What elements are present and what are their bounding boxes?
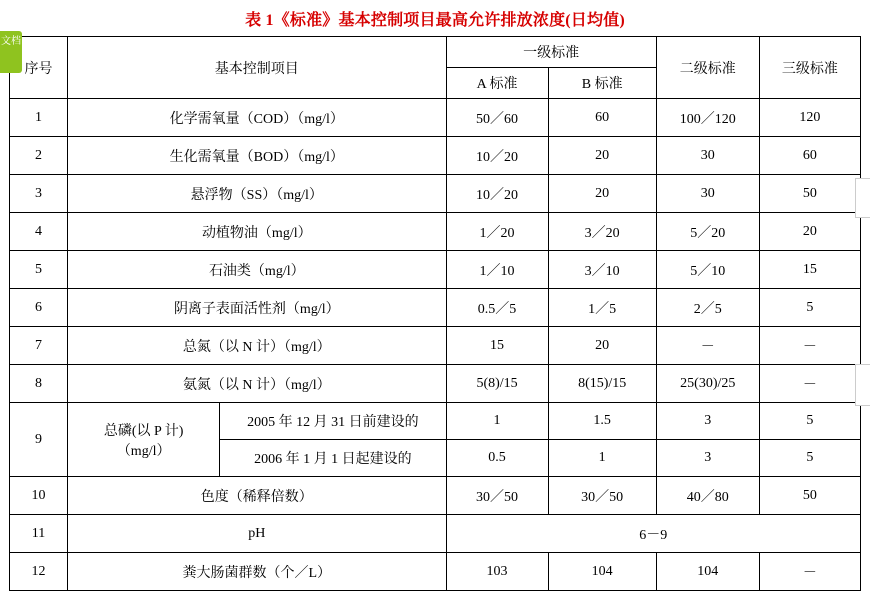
- cell-level3: －: [759, 365, 860, 403]
- cell-no: 10: [10, 477, 68, 515]
- cell-level2: 5／20: [656, 213, 759, 251]
- cell-level3: 60: [759, 137, 860, 175]
- page-title: 表 1《标准》基本控制项目最高允许排放浓度(日均值): [245, 12, 625, 29]
- cell-level2: 5／10: [656, 251, 759, 289]
- cell-level1-b: 20: [548, 137, 656, 175]
- header-level1-b: B 标准: [548, 68, 656, 99]
- phosphorus-label-line2: （mg/l）: [116, 443, 171, 459]
- header-level3: 三级标准: [759, 37, 860, 99]
- cell-subitem: 2006 年 1 月 1 日起建设的: [220, 440, 446, 477]
- cell-level1-b: 3／20: [548, 213, 656, 251]
- cell-item: 石油类（mg/l）: [68, 251, 446, 289]
- cell-no: 8: [10, 365, 68, 403]
- cell-no: 9: [10, 403, 68, 477]
- cell-no: 4: [10, 213, 68, 251]
- cell-item: 生化需氧量（BOD）（mg/l）: [68, 137, 446, 175]
- cell-level1-b: 1／5: [548, 289, 656, 327]
- table-row: [10, 477, 861, 515]
- cell-level1-b: 20: [548, 175, 656, 213]
- header-level1: 一级标准: [446, 37, 656, 68]
- cell-level1-a: 10／20: [446, 137, 548, 175]
- table-row: [10, 515, 861, 553]
- cell-no: 1: [10, 99, 68, 137]
- cell-level1-a: 0.5: [446, 440, 548, 477]
- side-tab-label: 文档: [1, 36, 21, 47]
- header-item: 基本控制项目: [68, 37, 446, 99]
- cell-level2: 2／5: [656, 289, 759, 327]
- cell-level2: 40／80: [656, 477, 759, 515]
- cell-level2: －: [656, 327, 759, 365]
- cell-level1-a: 30／50: [446, 477, 548, 515]
- cell-level1-a: 1／20: [446, 213, 548, 251]
- cell-level3: 50: [759, 175, 860, 213]
- header-level2: 二级标准: [656, 37, 759, 99]
- side-tab-document[interactable]: [0, 31, 22, 73]
- cell-level3: 15: [759, 251, 860, 289]
- table-row: [10, 99, 861, 137]
- table-row: [10, 553, 861, 591]
- cell-level2: 30: [656, 175, 759, 213]
- table-row: [10, 175, 861, 213]
- cell-level3: 20: [759, 213, 860, 251]
- cell-no: 12: [10, 553, 68, 591]
- cell-item: 色度（稀释倍数）: [68, 477, 446, 515]
- cell-level1-b: 1: [548, 440, 656, 477]
- cell-level1-b: 8(15)/15: [548, 365, 656, 403]
- cell-item: 悬浮物（SS）（mg/l）: [68, 175, 446, 213]
- cell-level1-a: 103: [446, 553, 548, 591]
- cell-level2: 3: [656, 440, 759, 477]
- cell-span-value: 6－9: [446, 515, 861, 553]
- cell-level1-a: 15: [446, 327, 548, 365]
- cell-level1-a: 1／10: [446, 251, 548, 289]
- cell-level1-a: 50／60: [446, 99, 548, 137]
- cell-item: 动植物油（mg/l）: [68, 213, 446, 251]
- cell-item: 氨氮（以 N 计）（mg/l）: [68, 365, 446, 403]
- header-no: 序号: [10, 37, 68, 99]
- page-edge-notch-lower: [855, 364, 870, 406]
- cell-level1-a: 0.5／5: [446, 289, 548, 327]
- cell-level2: 25(30)/25: [656, 365, 759, 403]
- table-row: [10, 289, 861, 327]
- page-edge-notch-upper: [855, 178, 870, 218]
- cell-level3: 5: [759, 440, 860, 477]
- phosphorus-label-line1: 总磷(以 P 计): [103, 423, 184, 439]
- header-level1-a: A 标准: [446, 68, 548, 99]
- cell-level1-a: 5(8)/15: [446, 365, 548, 403]
- cell-level2: 100／120: [656, 99, 759, 137]
- cell-level2: 3: [656, 403, 759, 440]
- cell-item: 阴离子表面活性剂（mg/l）: [68, 289, 446, 327]
- cell-level1-a: 1: [446, 403, 548, 440]
- cell-level1-b: 1.5: [548, 403, 656, 440]
- cell-item-phosphorus: [68, 403, 220, 477]
- cell-no: 6: [10, 289, 68, 327]
- cell-level1-b: 20: [548, 327, 656, 365]
- cell-level2: 104: [656, 553, 759, 591]
- table-header-row-1: [10, 37, 861, 68]
- table-row: [10, 213, 861, 251]
- cell-level3: 5: [759, 403, 860, 440]
- cell-item: 总氮（以 N 计）（mg/l）: [68, 327, 446, 365]
- table-row: [10, 327, 861, 365]
- cell-item: 粪大肠菌群数（个／L）: [68, 553, 446, 591]
- table-row: [10, 365, 861, 403]
- cell-level3: 120: [759, 99, 860, 137]
- cell-level1-b: 3／10: [548, 251, 656, 289]
- cell-level1-a: 10／20: [446, 175, 548, 213]
- cell-item: 化学需氧量（COD）（mg/l）: [68, 99, 446, 137]
- cell-no: 11: [10, 515, 68, 553]
- cell-level1-b: 30／50: [548, 477, 656, 515]
- cell-level3: 50: [759, 477, 860, 515]
- cell-level1-b: 60: [548, 99, 656, 137]
- cell-no: 3: [10, 175, 68, 213]
- cell-level2: 30: [656, 137, 759, 175]
- cell-item: pH: [68, 515, 446, 553]
- cell-level1-b: 104: [548, 553, 656, 591]
- cell-no: 7: [10, 327, 68, 365]
- cell-no: 2: [10, 137, 68, 175]
- standards-table: [9, 36, 861, 591]
- cell-level3: 5: [759, 289, 860, 327]
- table-row: [10, 137, 861, 175]
- table-row-phosphorus-1: [10, 403, 861, 440]
- table-row: [10, 251, 861, 289]
- cell-subitem: 2005 年 12 月 31 日前建设的: [220, 403, 446, 440]
- cell-no: 5: [10, 251, 68, 289]
- cell-level3: －: [759, 553, 860, 591]
- cell-level3: －: [759, 327, 860, 365]
